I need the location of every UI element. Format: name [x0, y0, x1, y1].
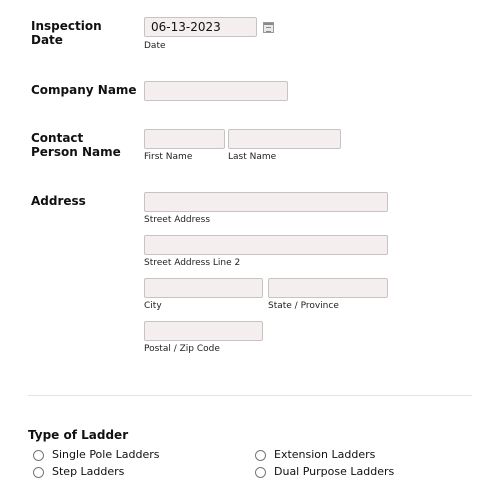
last-name-input[interactable]	[228, 129, 341, 149]
street-address-input[interactable]	[144, 192, 388, 212]
date-sublabel: Date	[144, 41, 166, 51]
radio-single-pole-ladders[interactable]	[33, 447, 159, 463]
address-label: Address	[31, 194, 86, 208]
postal-code-input[interactable]	[144, 321, 263, 341]
city-sublabel: City	[144, 301, 162, 311]
state-sublabel: State / Province	[268, 301, 339, 311]
radio-button[interactable]	[255, 450, 266, 461]
state-input[interactable]	[268, 278, 388, 298]
radio-extension-ladders[interactable]	[255, 447, 375, 463]
radio-button[interactable]	[33, 467, 44, 478]
ladder-type-title: Type of Ladder	[28, 428, 129, 442]
radio-label: Extension Ladders	[274, 448, 376, 461]
radio-label: Step Ladders	[52, 465, 125, 478]
calendar-icon[interactable]	[263, 22, 274, 33]
company-name-label: Company Name	[31, 83, 137, 97]
radio-label: Dual Purpose Ladders	[274, 465, 395, 478]
radio-button[interactable]	[255, 467, 266, 478]
radio-label: Single Pole Ladders	[52, 448, 160, 461]
street-address-sublabel: Street Address	[144, 215, 211, 225]
first-name-sublabel: First Name	[144, 152, 193, 162]
street-address-line2-input[interactable]	[144, 235, 388, 255]
street-address-line2-sublabel: Street Address Line 2	[144, 258, 241, 268]
inspection-date-input[interactable]	[144, 17, 257, 37]
first-name-input[interactable]	[144, 129, 225, 149]
radio-step-ladders[interactable]	[33, 464, 124, 480]
postal-code-sublabel: Postal / Zip Code	[144, 344, 220, 354]
last-name-sublabel: Last Name	[228, 152, 277, 162]
contact-person-label: Contact Person Name	[31, 131, 121, 159]
radio-dual-purpose-ladders[interactable]	[255, 464, 394, 480]
city-input[interactable]	[144, 278, 263, 298]
section-divider	[28, 395, 472, 396]
radio-button[interactable]	[33, 450, 44, 461]
company-name-input[interactable]	[144, 81, 288, 101]
inspection-date-label: Inspection Date	[31, 19, 102, 47]
